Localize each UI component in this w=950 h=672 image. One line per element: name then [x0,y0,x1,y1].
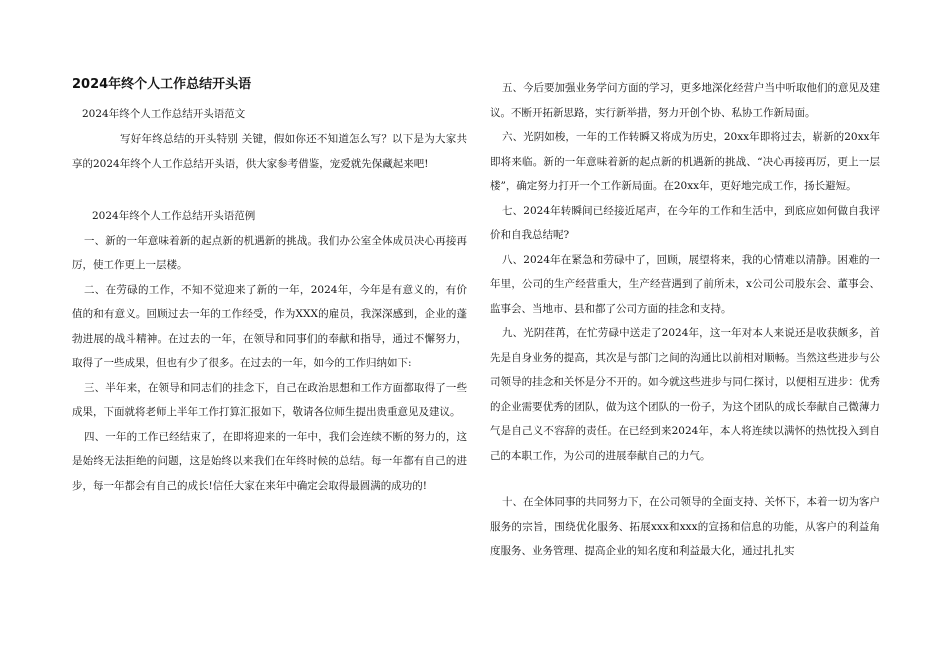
intro-paragraph: 写好年终总结的开头特别 关键，假如你还不知道怎么写？以下是为大家共享的2024年终个人工作总结开头语，供大家参考借鉴，宠爱就先保藏起来吧! [72,133,467,170]
paragraph-7: 七、2024年转瞬间已经接近尾声，在今年的工作和生活中，到底应如何做自我评价和自我总结呢? [490,204,880,241]
paragraph-3: 三、半年来，在领导和同志们的挂念下，自己在政治思想和工作方面都取得了一些成果，下面就将老师上半年工作打算汇报如下，敬请各位师生提出贵重意见及建议。 [72,381,467,418]
paragraph-2: 二、在劳碌的工作，不知不觉迎来了新的一年，2024年，今年是有意义的，有价值的和有意义。回顾过去一年的工作经受，作为XXX的雇员，我深深感到，企业的蓬勃进展的战斗精神。在过去的一年，在领导和同事们的奉献和指导，通过不懈努力，取得了一些成果，但也有少了很多。在过去的一年，如今的工作归纳如下: [72,283,467,369]
document-title: 2024年终个人工作总结开头语 [72,77,252,92]
paragraph-6: 六、光阴如梭，一年的工作转瞬又将成为历史，20xx年即将过去，崭新的20xx年即将来临。新的一年意味着新的起点新的机遇新的挑战、“决心再接再厉，更上一层楼”，确定努力打开一个工作新局面。在20xx年，更好地完成工作，扬长避短。 [490,131,880,192]
spacer [490,468,880,490]
right-column [490,76,880,564]
paragraph-1: 一、新的一年意味着新的起点新的机遇新的挑战。我们办公室全体成员决心再接再厉，使工作更上一层楼。 [72,234,467,271]
spacer [72,176,467,204]
paragraph-4: 四、一年的工作已经结束了，在即将迎来的一年中，我们会连续不断的努力的，这是始终无法拒绝的问题，这是始终以来我们在年终时候的总结。每一年都有自己的进步，每一年都会有自己的成长!信任大家在来年中确定会取得最圆满的成功的! [72,430,467,492]
left-column [72,76,467,498]
paragraph-5: 五、今后要加强业务学问方面的学习，更多地深化经营户当中听取他们的意见及建议。不断开拓新思路，实行新举措，努力开创个协、私协工作新局面。 [490,82,880,119]
document-subtitle: 2024年终个人工作总结开头语范文 [82,108,246,120]
paragraph-10: 十、在全体同事的共同努力下，在公司领导的全面支持、关怀下，本着一切为客户服务的宗旨，围绕优化服务、拓展xxx和xxx的宣扬和信息的功能，从客户的利益角度服务、业务管理、提高企业的知名度和利益最大化，通过扎扎实 [490,496,880,557]
section-heading: 2024年终个人工作总结开头语范例 [92,210,256,222]
paragraph-8: 八、2024年在紧急和劳碌中了，回顾，展望将来，我的心情难以清静。困难的一年里，公司的生产经营重大，生产经营遇到了前所未，x公司公司股东会、董事会、监事会、当地市、县和都了公司方面的挂念和支持。 [490,253,880,315]
paragraph-9: 九、光阴荏苒，在忙劳碌中送走了2024年，这一年对本人来说还是收获颇多，首先是自身业务的提高，其次是与部门之间的沟通比以前相对顺畅。当然这些进步与公司领导的挂念和关怀是分不开的。如今就这些进步与同仁探讨，以便相互进步：优秀的企业需要优秀的团队，做为这个团队的一份子，为这个团队的成长奉献自己微薄力气是自己义不容辞的责任。在已经到来2024年，本人将连续以满怀的热忱投入到自己的本职工作，为公司的进展奉献自己的力气。 [490,327,880,462]
